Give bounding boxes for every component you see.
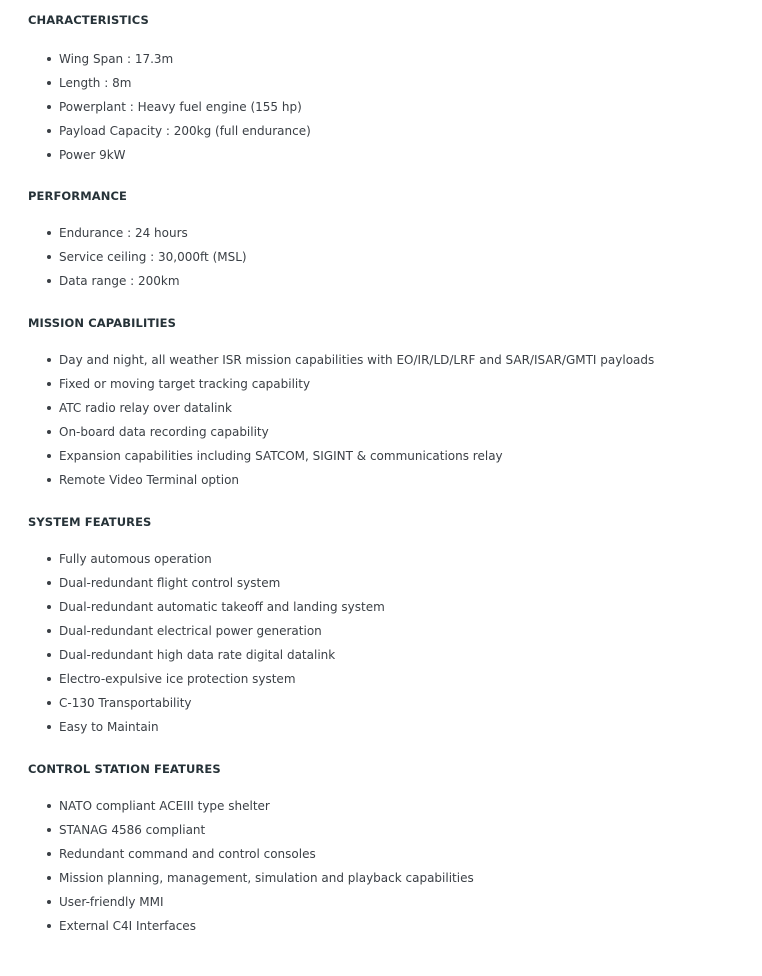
list-item-text: ATC radio relay over datalink [59, 401, 232, 415]
spec-list [28, 547, 748, 739]
list-item-text: Powerplant : Heavy fuel engine (155 hp) [59, 100, 302, 114]
list-item-text: Fixed or moving target tracking capability [59, 377, 311, 391]
bullet-icon [47, 725, 51, 729]
section-characteristics [28, 11, 748, 167]
section-title: PERFORMANCE [28, 189, 127, 203]
list-item-text: User-friendly MMI [59, 895, 164, 909]
list-item [28, 47, 748, 71]
list-item [28, 245, 748, 269]
list-item-text: External C4I Interfaces [59, 919, 196, 933]
spec-list [28, 47, 748, 167]
list-item [28, 619, 748, 643]
spec-content [28, 11, 748, 938]
section-performance [28, 187, 748, 293]
bullet-icon [47, 231, 51, 235]
list-item-text: Mission planning, management, simulation and playback capabilities [59, 871, 474, 885]
bullet-icon [47, 924, 51, 928]
list-item [28, 444, 748, 468]
bullet-icon [47, 358, 51, 362]
list-item [28, 372, 748, 396]
bullet-icon [47, 900, 51, 904]
section-control-station-features [28, 760, 748, 938]
bullet-icon [47, 828, 51, 832]
section-title: CONTROL STATION FEATURES [28, 762, 221, 776]
list-item [28, 547, 748, 571]
list-item-text: Day and night, all weather ISR mission capabilities with EO/IR/LD/LRF and SAR/ISAR/GMTI payloads [59, 353, 655, 367]
bullet-icon [47, 653, 51, 657]
list-item [28, 420, 748, 444]
list-item [28, 914, 748, 938]
bullet-icon [47, 406, 51, 410]
list-item [28, 571, 748, 595]
list-item [28, 396, 748, 420]
bullet-icon [47, 430, 51, 434]
list-item [28, 269, 748, 293]
list-item [28, 468, 748, 492]
list-item [28, 95, 748, 119]
list-item [28, 794, 748, 818]
bullet-icon [47, 454, 51, 458]
list-item-text: Wing Span : 17.3m [59, 52, 174, 66]
list-item-text: Power 9kW [59, 148, 126, 162]
list-item [28, 143, 748, 167]
list-item [28, 119, 748, 143]
list-item [28, 348, 748, 372]
list-item-text: Endurance : 24 hours [59, 226, 188, 240]
spec-list [28, 794, 748, 938]
bullet-icon [47, 81, 51, 85]
list-item-text: Dual-redundant automatic takeoff and landing system [59, 600, 385, 614]
list-item-text: C-130 Transportability [59, 696, 192, 710]
list-item-text: Payload Capacity : 200kg (full endurance) [59, 124, 311, 138]
spec-list [28, 221, 748, 293]
list-item-text: Dual-redundant high data rate digital datalink [59, 648, 336, 662]
list-item [28, 715, 748, 739]
bullet-icon [47, 852, 51, 856]
list-item [28, 890, 748, 914]
bullet-icon [47, 129, 51, 133]
section-system-features [28, 513, 748, 739]
list-item-text: Service ceiling : 30,000ft (MSL) [59, 250, 247, 264]
list-item-text: Dual-redundant flight control system [59, 576, 281, 590]
section-title: SYSTEM FEATURES [28, 515, 152, 529]
bullet-icon [47, 153, 51, 157]
list-item-text: Dual-redundant electrical power generation [59, 624, 322, 638]
list-item [28, 71, 748, 95]
bullet-icon [47, 478, 51, 482]
bullet-icon [47, 804, 51, 808]
spec-list [28, 348, 748, 492]
section-title: CHARACTERISTICS [28, 13, 149, 27]
list-item [28, 691, 748, 715]
bullet-icon [47, 581, 51, 585]
list-item-text: Redundant command and control consoles [59, 847, 316, 861]
list-item-text: Length : 8m [59, 76, 132, 90]
list-item [28, 221, 748, 245]
list-item-text: Remote Video Terminal option [59, 473, 240, 487]
bullet-icon [47, 629, 51, 633]
bullet-icon [47, 876, 51, 880]
list-item [28, 643, 748, 667]
list-item-text: Easy to Maintain [59, 720, 159, 734]
bullet-icon [47, 605, 51, 609]
list-item [28, 866, 748, 890]
list-item-text: On-board data recording capability [59, 425, 269, 439]
bullet-icon [47, 557, 51, 561]
list-item-text: Fully automous operation [59, 552, 212, 566]
bullet-icon [47, 279, 51, 283]
list-item [28, 595, 748, 619]
bullet-icon [47, 57, 51, 61]
section-mission-capabilities [28, 314, 748, 492]
list-item-text: NATO compliant ACEIII type shelter [59, 799, 270, 813]
list-item-text: Electro-expulsive ice protection system [59, 672, 296, 686]
list-item [28, 842, 748, 866]
bullet-icon [47, 255, 51, 259]
bullet-icon [47, 677, 51, 681]
list-item-text: Data range : 200km [59, 274, 180, 288]
list-item [28, 818, 748, 842]
bullet-icon [47, 701, 51, 705]
bullet-icon [47, 382, 51, 386]
list-item [28, 667, 748, 691]
list-item-text: Expansion capabilities including SATCOM, SIGINT & communications relay [59, 449, 503, 463]
bullet-icon [47, 105, 51, 109]
section-title: MISSION CAPABILITIES [28, 316, 176, 330]
list-item-text: STANAG 4586 compliant [59, 823, 206, 837]
